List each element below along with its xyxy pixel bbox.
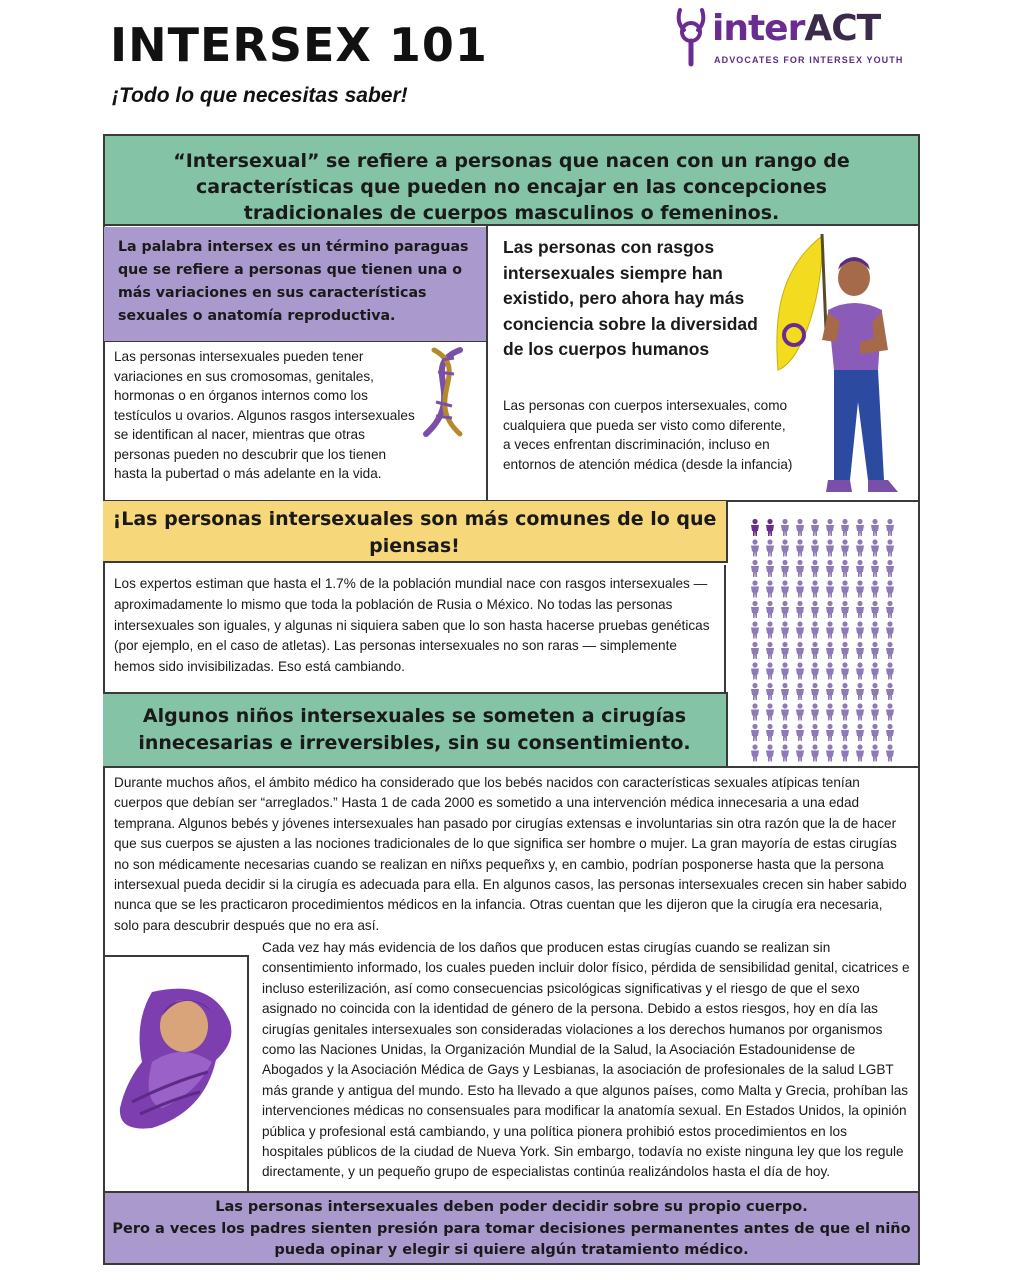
person-figure [766, 560, 774, 577]
person-figure [841, 703, 849, 720]
logo-word-inter: inter [712, 8, 805, 49]
person-figure [766, 580, 774, 597]
person-figure [751, 560, 759, 577]
person-figure [781, 601, 789, 618]
person-figure [766, 662, 774, 679]
person-figure [796, 580, 804, 597]
person-figure [841, 683, 849, 700]
person-figure [811, 580, 819, 597]
person-figure [826, 560, 834, 577]
person-figure [856, 744, 864, 761]
footer-line-2: Pero a veces los padres sienten presión para tomar decisiones permanentes antes de que el niño pueda opinar y elegir si quiere algún tratamiento médico. [112, 1220, 911, 1258]
person-figure [826, 744, 834, 761]
person-figure [781, 539, 789, 556]
person-figure [826, 642, 834, 659]
person-figure [886, 519, 894, 536]
person-figure [766, 539, 774, 556]
person-figure [751, 744, 759, 761]
person-figure [886, 662, 894, 679]
person-figure [841, 539, 849, 556]
person-figure [751, 580, 759, 597]
footer-line-1: Las personas intersexuales deben poder decidir sobre su propio cuerpo. [215, 1199, 808, 1215]
umbrella-term-box: La palabra intersex es un término paraguas que se refiere a personas que tienen una o más variaciones en sus características sexuales o anatomía reproductiva. [104, 227, 486, 341]
person-figure [826, 601, 834, 618]
person-figure [796, 744, 804, 761]
intersex-symbol-icon [672, 6, 712, 68]
surgery-paragraph-1: Durante muchos años, el ámbito médico ha considerado que los bebés nacidos con características sexuales atípicas tenían cuerpos que debían ser “arreglados.” Hasta 1 de cada 2000 es sometido a una intervención médica innecesaria a una edad temprana. Algunos bebés y jóvenes intersexuales han pasado por cirugías extensas e involuntarias sin otra razón que la de hacer que sus cuerpos se ajusten a las nociones tradicionales de lo que significa ser hombre o mujer. La gran mayoría de estas cirugías no son médicamente necesarias cuando se realizan en niñxs pequeñxs y, en cambio, podrían posponerse hasta que la persona intersexual pueda decidir si la cirugía es adecuada para ella. En algunos casos, las personas intersexuales crecen sin haber sabido nunca que se les practicaron procedimientos médicos en la infancia. Otras cuentan que les dijeron que la cirugía era necesaria, solo para descubrir después que no era así. [114, 775, 907, 933]
person-figure [886, 621, 894, 638]
person-figure [886, 580, 894, 597]
person-figure [886, 683, 894, 700]
person-figure [871, 724, 879, 741]
person-figure [841, 724, 849, 741]
person-figure [856, 601, 864, 618]
person-figure [886, 539, 894, 556]
person-figure [751, 642, 759, 659]
person-figure [886, 724, 894, 741]
person-figure [826, 539, 834, 556]
person-figure [871, 662, 879, 679]
person-figure [811, 519, 819, 536]
person-figure [826, 683, 834, 700]
people-grid-icon [748, 516, 898, 766]
person-figure [871, 642, 879, 659]
person-figure [841, 601, 849, 618]
person-figure [811, 724, 819, 741]
person-figure [751, 724, 759, 741]
person-figure [886, 703, 894, 720]
person-figure [796, 724, 804, 741]
person-figure [826, 621, 834, 638]
person-figure [856, 683, 864, 700]
swaddled-baby-icon [112, 982, 242, 1132]
person-figure [796, 683, 804, 700]
person-figure [751, 539, 759, 556]
surgery-heading: Algunos niños intersexuales se someten a cirugías innecesarias e irreversibles, sin su consentimiento. [103, 694, 728, 766]
person-figure [766, 744, 774, 761]
person-figure [751, 601, 759, 618]
person-figure [766, 601, 774, 618]
logo-wordmark [712, 8, 880, 49]
person-figure [796, 621, 804, 638]
person-figure [886, 642, 894, 659]
person-figure [871, 621, 879, 638]
person-figure [796, 519, 804, 536]
person-figure [796, 539, 804, 556]
person-figure [871, 560, 879, 577]
person-figure [826, 724, 834, 741]
person-figure [856, 642, 864, 659]
person-figure [811, 662, 819, 679]
person-figure [856, 621, 864, 638]
person-figure [841, 642, 849, 659]
person-figure [811, 683, 819, 700]
person-figure [781, 621, 789, 638]
logo-tagline: ADVOCATES FOR INTERSEX YOUTH [714, 55, 904, 65]
person-figure [781, 724, 789, 741]
person-figure [871, 703, 879, 720]
person-figure [856, 560, 864, 577]
person-figure [841, 519, 849, 536]
person-figure [796, 703, 804, 720]
page-title: INTERSEX 101 [110, 18, 488, 72]
person-figure [886, 744, 894, 761]
interact-logo [672, 6, 922, 68]
person-figure [811, 744, 819, 761]
person-figure [766, 642, 774, 659]
awareness-text: Las personas con cuerpos intersexuales, como cualquiera que pueda ser visto como diferente, a veces enfrentan discriminación, incluso en entornos de atención médica (desde la infancia) [503, 398, 793, 472]
person-figure [871, 744, 879, 761]
person-figure [781, 642, 789, 659]
person-figure [841, 662, 849, 679]
person-figure [856, 662, 864, 679]
person-figure [856, 724, 864, 741]
person-figure [856, 703, 864, 720]
row-divider-3 [103, 766, 920, 768]
variations-text: Las personas intersexuales pueden tener variaciones en sus cromosomas, genitales, hormonas o en órganos internos como los testículos u ovarios. Algunos rasgos intersexuales se identifican al nacer, mientras que otras personas pueden no descubrir que los tienen hasta la pubertad o más adelante en la vida. [114, 349, 415, 481]
surgery-paragraph-2: Cada vez hay más evidencia de los daños que producen estas cirugías cuando se realizan sin consentimiento informado, los cuales pueden incluir dolor físico, pérdida de sensibilidad genital, cicatrices e incluso esterilización, así como consecuencias psicológicas significativas y el riesgo de que el sexo asignado no coincida con la identidad de género de la persona. Debido a estos riesgos, hoy en día las cirugías genitales intersexuales son consideradas violaciones a los derechos humanos por organismos como las Naciones Unidas, la Organización Mundial de la Salud, la Asociación Estadounidense de Abogados y la Asociación Médica de Gays y Lesbianas, la asociación de profesionales de la salud LGBT más grande y antigua del mundo. Esto ha llevado a que algunos países, como Malta y Grecia, prohíban las intervenciones médicas no consensuales para modificar la anatomía sexual. En Estados Unidos, la opinión pública y profesional está cambiando, y una política pionera prohibió estos procedimientos en los hospitales públicos de la ciudad de Nueva York. Sin embargo, todavía no existe ninguna ley que los regule directamente, y un pequeño grupo de especialistas continúa realizándolos hasta el día de hoy. [262, 940, 910, 1180]
person-figure [871, 601, 879, 618]
person-figure [796, 560, 804, 577]
person-figure [856, 539, 864, 556]
person-figure [781, 744, 789, 761]
footer-callout [103, 1191, 920, 1265]
page-subtitle: ¡Todo lo que necesitas saber! [112, 84, 408, 107]
person-figure [766, 683, 774, 700]
person-figure [781, 662, 789, 679]
person-figure [841, 580, 849, 597]
person-figure [796, 601, 804, 618]
column-divider [486, 226, 488, 500]
person-figure [766, 724, 774, 741]
person-figure [871, 539, 879, 556]
person-figure [811, 621, 819, 638]
person-figure [781, 580, 789, 597]
person-figure [781, 560, 789, 577]
person-figure [781, 683, 789, 700]
person-figure [751, 703, 759, 720]
person-figure [826, 703, 834, 720]
person-figure [766, 621, 774, 638]
person-figure [841, 621, 849, 638]
person-figure [811, 560, 819, 577]
common-heading: ¡Las personas intersexuales son más comunes de lo que piensas! [103, 501, 728, 563]
person-figure [826, 662, 834, 679]
person-figure [826, 580, 834, 597]
person-with-flag-icon [764, 230, 914, 498]
person-figure [886, 560, 894, 577]
definition-heading: “Intersexual” se refiere a personas que nacen con un rango de características que pueden no encajar en las concepciones tradicionales de cuerpos masculinos o femeninos. [103, 134, 920, 226]
person-figure [811, 703, 819, 720]
dna-icon [408, 346, 478, 438]
common-text: Los expertos estiman que hasta el 1.7% de la población mundial nace con rasgos intersexuales — aproximadamente lo mismo que toda la población de Rusia o México. No todas las personas intersexuales son iguales, y algunas ni siquiera saben que lo son hasta hacerse pruebas genéticas (por ejemplo, en el caso de atletas). Las personas intersexuales no son raras — simplemente hemos sido invisibilizadas. Eso está cambiando. [104, 565, 726, 693]
person-figure [856, 580, 864, 597]
person-figure [871, 683, 879, 700]
person-figure [796, 662, 804, 679]
person-figure [841, 744, 849, 761]
person-figure [811, 539, 819, 556]
person-figure [751, 683, 759, 700]
person-figure [766, 519, 774, 536]
person-figure [751, 621, 759, 638]
person-figure [781, 519, 789, 536]
person-figure [766, 703, 774, 720]
person-figure [811, 642, 819, 659]
person-figure [751, 519, 759, 536]
person-figure [751, 662, 759, 679]
person-figure [826, 519, 834, 536]
person-figure [796, 642, 804, 659]
person-figure [871, 580, 879, 597]
person-figure [781, 703, 789, 720]
person-figure [871, 519, 879, 536]
person-figure [886, 601, 894, 618]
person-figure [856, 519, 864, 536]
person-figure [841, 560, 849, 577]
awareness-heading: Las personas con rasgos intersexuales siempre han existido, pero ahora hay más conciencia sobre la diversidad de los cuerpos humanos [503, 237, 758, 359]
person-figure [811, 601, 819, 618]
logo-word-act: ACT [804, 8, 881, 49]
